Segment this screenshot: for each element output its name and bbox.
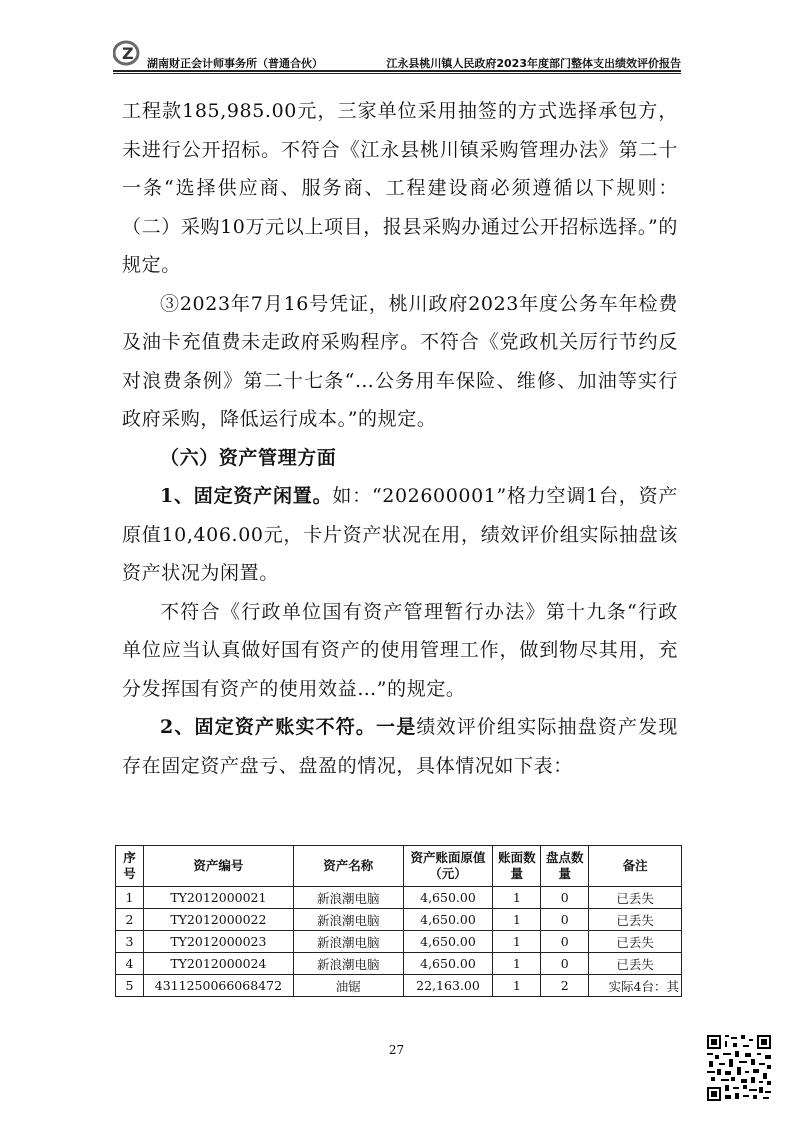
- table-row: [116, 909, 682, 931]
- firm-name: 湖南财正会计师事务所（普通合伙）: [147, 57, 323, 70]
- header-remark: 备注: [589, 846, 682, 887]
- cell-book-qty: 1: [493, 909, 541, 931]
- cell-book-value: 4,650.00: [403, 909, 493, 931]
- cell-name: 新浪潮电脑: [293, 931, 403, 953]
- cell-book-qty: 1: [493, 887, 541, 909]
- header-seq: 序号: [116, 846, 144, 887]
- cell-name: 新浪潮电脑: [293, 887, 403, 909]
- header-rule-thin: [113, 73, 681, 74]
- cell-book-value: 4,650.00: [403, 953, 493, 975]
- cell-count-qty: 0: [541, 931, 589, 953]
- idle-assets-text: 如：“202600001”格力空调1台，资产原值10,406.00元，卡片资产状况在用，绩效评价组实际抽盘该资产状况为闲置。: [122, 485, 678, 584]
- page-number: 27: [388, 1043, 405, 1057]
- cell-remark: 已丢失: [589, 909, 682, 931]
- cell-code: TY2012000021: [143, 887, 293, 909]
- cell-remark: 已丢失: [589, 931, 682, 953]
- header-count-qty: 盘点数量: [541, 846, 589, 887]
- mismatch-heading: 2、固定资产账实不符。一是: [160, 716, 417, 738]
- cell-remark: 已丢失: [589, 887, 682, 909]
- section-heading: [122, 439, 678, 478]
- report-title: 江永县桃川镇人民政府2023年度部门整体支出绩效评价报告: [386, 57, 681, 70]
- page-header: [113, 38, 681, 72]
- cell-seq: 1: [116, 887, 144, 909]
- cell-remark: 实际4台：其: [589, 975, 682, 997]
- cell-code: 4311250066068472: [143, 975, 293, 997]
- qr-code-icon: [705, 1033, 773, 1103]
- cell-seq: 4: [116, 953, 144, 975]
- document-body: [122, 92, 678, 785]
- cell-code: TY2012000024: [143, 953, 293, 975]
- cell-book-qty: 1: [493, 975, 541, 997]
- header-book-value: 资产账面原值（元）: [403, 846, 493, 887]
- cell-count-qty: 2: [541, 975, 589, 997]
- table-row: [116, 887, 682, 909]
- asset-count-table: [115, 845, 682, 997]
- paragraph-procurement-2: ③2023年7月16号凭证，桃川政府2023年度公务车年检费及油卡充值费未走政府采购程序。不符合《党政机关厉行节约反对浪费条例》第二十七条“…公务用车保险、维修、加油等实行政府采购，降低运行成本。”的规定。: [122, 292, 678, 430]
- cell-count-qty: 0: [541, 887, 589, 909]
- table-header-row: [116, 846, 682, 887]
- cell-book-value: 4,650.00: [403, 931, 493, 953]
- cell-count-qty: 0: [541, 909, 589, 931]
- cell-book-value: 22,163.00: [403, 975, 493, 997]
- cell-count-qty: 0: [541, 953, 589, 975]
- header-rule-thick: [113, 70, 681, 72]
- header-code: 资产编号: [143, 846, 293, 887]
- cell-remark: 已丢失: [589, 953, 682, 975]
- section-heading-text: （六）资产管理方面: [160, 446, 337, 469]
- table-row: [116, 931, 682, 953]
- cell-name: 油锯: [293, 975, 403, 997]
- paragraph-regulation: 不符合《行政单位国有资产管理暂行办法》第十九条“行政单位应当认真做好国有资产的使用管理工作，做到物尽其用，充分发挥国有资产的使用效益…”的规定。: [122, 600, 678, 700]
- paragraph-mismatch: [122, 708, 678, 785]
- cell-seq: 2: [116, 909, 144, 931]
- cell-seq: 5: [116, 975, 144, 997]
- paragraph-idle-assets: [122, 477, 678, 593]
- cell-book-qty: 1: [493, 931, 541, 953]
- firm-logo-icon: [113, 40, 143, 66]
- table-row: [116, 975, 682, 997]
- cell-name: 新浪潮电脑: [293, 953, 403, 975]
- idle-assets-heading: 1、固定资产闲置。: [160, 485, 333, 507]
- table-row: [116, 953, 682, 975]
- cell-code: TY2012000023: [143, 931, 293, 953]
- header-book-qty: 账面数量: [493, 846, 541, 887]
- cell-name: 新浪潮电脑: [293, 909, 403, 931]
- svg-text:Z: Z: [122, 44, 134, 63]
- cell-book-qty: 1: [493, 953, 541, 975]
- cell-book-value: 4,650.00: [403, 887, 493, 909]
- header-name: 资产名称: [293, 846, 403, 887]
- mismatch-text: 绩效评价组实际抽盘资产发现存在固定资产盘亏、盘盈的情况，具体情况如下表：: [122, 716, 678, 777]
- paragraph-procurement-1: 工程款185,985.00元，三家单位采用抽签的方式选择承包方，未进行公开招标。不符合《江永县桃川镇采购管理办法》第二十一条“选择供应商、服务商、工程建设商必须遵循以下规则：（二）采购10万元以上项目，报县采购办通过公开招标选择。”的规定。: [122, 100, 678, 276]
- cell-seq: 3: [116, 931, 144, 953]
- cell-code: TY2012000022: [143, 909, 293, 931]
